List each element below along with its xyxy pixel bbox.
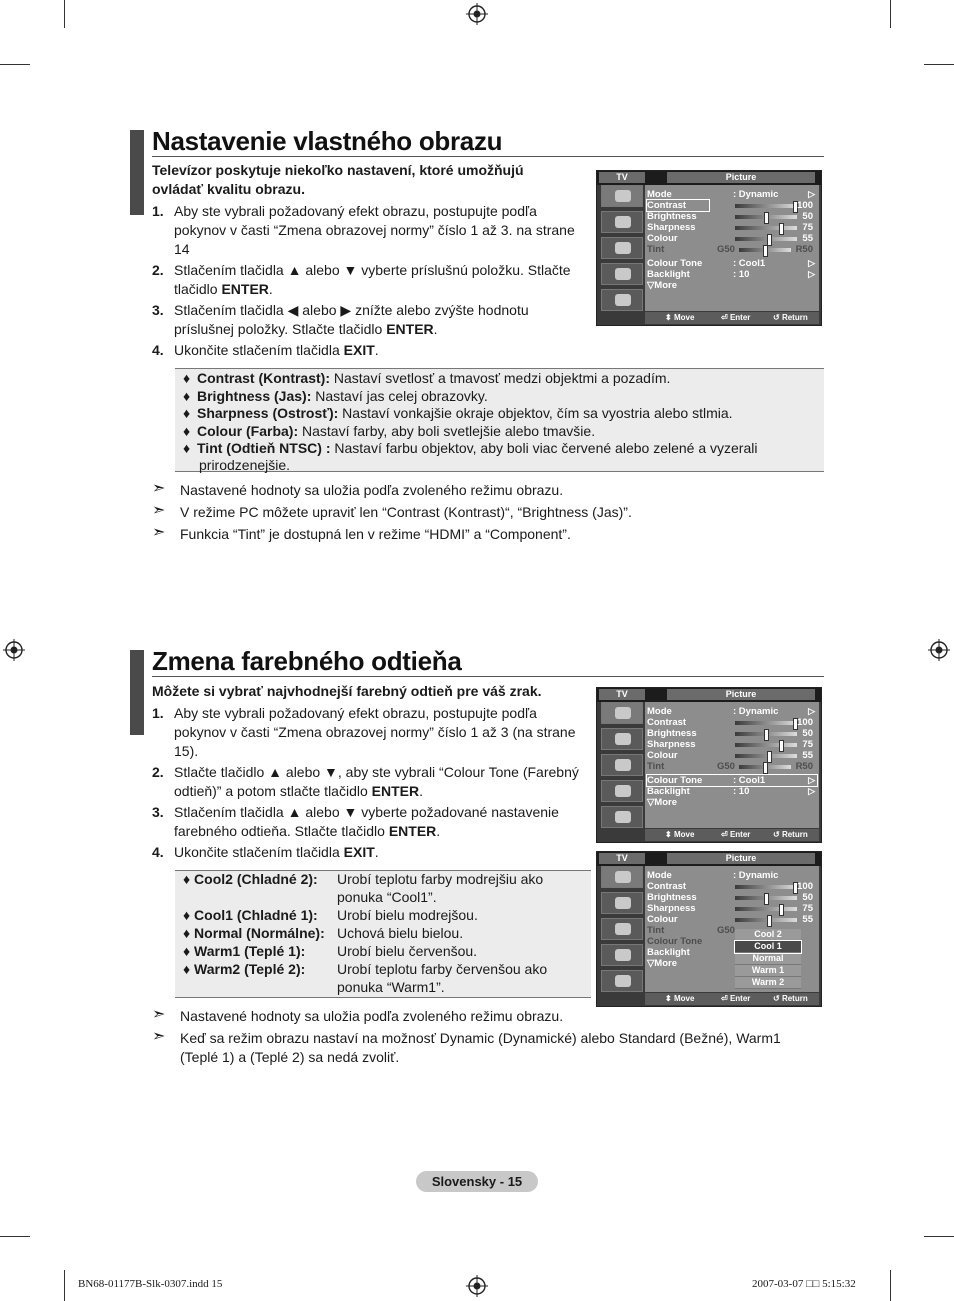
move-hint: ⬍ Move [665, 313, 695, 322]
osd-menu-panel [645, 866, 819, 992]
enter-hint: ⏎ Enter [721, 994, 751, 1003]
registration-mark-icon [3, 639, 25, 661]
tone-option-selected[interactable]: Cool 1 [735, 941, 801, 953]
step-item: 4. Ukončite stlačením tlačidla EXIT. [152, 844, 379, 860]
osd-row-backlight[interactable]: Backlight : 10 ▷ [647, 269, 815, 280]
tone-option[interactable]: Cool 2 [735, 929, 801, 941]
osd-row-more[interactable]: ▽More [647, 280, 678, 291]
note-arrow-icon: ➣ [152, 480, 166, 497]
osd-footer [645, 829, 819, 841]
enter-hint: ⏎ Enter [721, 313, 751, 322]
osd-row-backlight[interactable]: Backlight [647, 947, 690, 958]
picture-icon [601, 866, 643, 888]
footer-file-name: BN68-01177B-Slk-0307.indd 15 [78, 1278, 223, 1290]
note-arrow-icon: ➣ [152, 502, 166, 519]
osd-row-brightness[interactable]: Brightness 50 [647, 728, 813, 739]
osd-row-contrast[interactable]: Contrast 100 [647, 717, 813, 728]
osd-row-contrast[interactable]: Contrast 100 [647, 881, 813, 892]
info-item: ♦ Brightness (Jas): Nastaví jas celej obrazovky. [183, 387, 488, 404]
osd-row-tint[interactable]: Tint G50 R50 [647, 761, 813, 772]
note-arrow-icon: ➣ [152, 1028, 166, 1045]
section-title: Zmena farebného odtieňa [152, 646, 462, 676]
note-item: ➣ Nastavené hodnoty sa uložia podľa zvoleného režimu obrazu. [152, 1006, 564, 1024]
tv-osd-colour-tone-menu [596, 851, 822, 1007]
osd-footer [645, 312, 819, 324]
setup-icon [601, 780, 643, 802]
notes-list [152, 481, 812, 547]
step-item: 3. Stlačením tlačidla ◀ alebo ▶ znížte alebo zvýšte hodnotu príslušnej položky. Stlačte tlačidlo ENTER. [152, 302, 529, 337]
input-icon [601, 289, 643, 311]
tone-option[interactable]: Warm 2 [735, 977, 801, 989]
osd-tv-tab: TV [599, 853, 645, 864]
return-hint: ↺ Return [773, 994, 808, 1003]
osd-row-more[interactable]: ▽More [647, 958, 678, 969]
footer-timestamp: 2007-03-07 □□ 5:15:32 [752, 1278, 856, 1290]
step-item: 1. Aby ste vybrali požadovaný efekt obrazu, postupujte podľa pokynov v časti “Zmena obrazovej normy” číslo 1 až 3 (na strane 15). [152, 705, 576, 759]
osd-title: Picture [667, 172, 815, 183]
osd-row-mode[interactable]: Mode : Dynamic ▷ [647, 189, 815, 200]
note-item: ➣ Funkcia “Tint” je dostupná len v režime “HDMI” a “Component”. [152, 524, 571, 542]
sound-icon [601, 728, 643, 750]
step-item: 1. Aby ste vybrali požadovaný efekt obrazu, postupujte podľa pokynov v časti “Zmena obrazovej normy” číslo 1 až 3. na strane 14 [152, 203, 575, 257]
info-item: ♦ Tint (Odtieň NTSC) : Nastaví farbu objektov, aby boli viac červené alebo zelené a vyzerali [183, 440, 758, 456]
osd-title: Picture [667, 689, 815, 700]
registration-mark-icon [466, 1275, 488, 1297]
info-item: ♦ Contrast (Kontrast): Nastaví svetlosť a tmavosť medzi objektmi a pozadím. [183, 370, 671, 386]
osd-row-colour-tone[interactable]: Colour Tone : Cool1 ▷ [647, 775, 815, 786]
enter-hint: ⏎ Enter [721, 830, 751, 839]
osd-row-colour[interactable]: Colour 55 [647, 233, 813, 244]
crop-mark [0, 1236, 30, 1237]
channel-icon [601, 918, 643, 940]
section-intro: Môžete si vybrať najvhodnejší farebný odtieň pre váš zrak. [152, 683, 542, 699]
channel-icon [601, 237, 643, 259]
section-rule [152, 156, 824, 157]
osd-row-contrast[interactable]: Contrast [647, 200, 709, 211]
notes-list [152, 1007, 812, 1070]
osd-row-colour-tone[interactable]: Colour Tone [647, 936, 703, 947]
osd-row-mode[interactable]: Mode : Dynamic ▷ [647, 706, 815, 717]
section-marker-bar [130, 130, 144, 215]
section-intro: Televízor poskytuje niekoľko nastavení, ktoré umožňujú ovládať kvalitu obrazu. [152, 162, 524, 197]
osd-tv-tab: TV [599, 689, 645, 700]
channel-icon [601, 754, 643, 776]
osd-row-mode[interactable]: Mode : Dynamic [647, 870, 779, 881]
sound-icon [601, 892, 643, 914]
contrast-slider[interactable] [735, 204, 797, 208]
crop-mark [0, 64, 30, 65]
setup-icon [601, 263, 643, 285]
tv-osd-picture-menu [596, 687, 822, 843]
osd-row-colour[interactable]: Colour 55 [647, 914, 813, 925]
colour-tone-dropdown[interactable] [735, 929, 801, 989]
setup-icon [601, 944, 643, 966]
colour-tone-table: ♦ Cool2 (Chladné 2): Urobí teplotu farby modrejšiu ako ponuka “Cool1”. ♦ Cool1 (Chladné 1): Urobí bielu modrejšou. ♦ Normal (Normálne): Uchová bielu bielou. ♦ Warm1 (Teplé 1): Urobí bielu červenšou. ♦ Warm2 (Teplé 2): Urobí teplotu farby červenšou ako ponuka “Warm1”. [175, 870, 591, 998]
picture-icon [601, 702, 643, 724]
osd-tv-tab: TV [599, 172, 645, 183]
input-icon [601, 806, 643, 828]
osd-row-sharpness[interactable]: Sharpness 75 [647, 903, 813, 914]
crop-mark [64, 1270, 65, 1301]
return-hint: ↺ Return [773, 830, 808, 839]
note-arrow-icon: ➣ [152, 1006, 166, 1023]
note-arrow-icon: ➣ [152, 524, 166, 541]
step-item: 3. Stlačením tlačidla ▲ alebo ▼ vyberte požadované nastavenie farebného odtieňa. Stlačte tlačidlo ENTER. [152, 804, 559, 839]
page-number-label: Slovensky - 15 [416, 1171, 538, 1192]
step-list [152, 202, 582, 362]
step-item: 4. Ukončite stlačením tlačidla EXIT. [152, 342, 379, 358]
osd-row-sharpness[interactable]: Sharpness 75 [647, 222, 813, 233]
feature-info-box [175, 368, 824, 472]
osd-row-brightness[interactable]: Brightness 50 [647, 892, 813, 903]
crop-mark [890, 1270, 891, 1301]
osd-title: Picture [667, 853, 815, 864]
crop-mark [924, 64, 954, 65]
tone-option[interactable]: Warm 1 [735, 965, 801, 977]
osd-menu-panel [645, 702, 819, 828]
move-hint: ⬍ Move [665, 830, 695, 839]
section-title: Nastavenie vlastného obrazu [152, 126, 503, 156]
crop-mark [890, 0, 891, 28]
info-item: ♦ Sharpness (Ostrosť): Nastaví vonkajšie okraje objektov, čím sa vyostria alebo stlmia. [183, 405, 733, 421]
crop-mark [64, 0, 65, 28]
osd-row-colour[interactable]: Colour 55 [647, 750, 813, 761]
input-icon [601, 970, 643, 992]
tone-option[interactable]: Normal [735, 953, 801, 965]
note-item: ➣ Keď sa režim obrazu nastaví na možnosť Dynamic (Dynamické) alebo Standard (Bežné), Warm1 (Teplé 1) a (Teplé 2) sa nedá zvoliť. [152, 1028, 781, 1065]
tv-osd-picture-menu [596, 170, 822, 326]
osd-row-tint[interactable]: Tint G50 R50 [647, 244, 813, 255]
osd-footer [645, 993, 819, 1005]
osd-row-tint[interactable]: Tint G50 [647, 925, 735, 936]
osd-row-colour-tone[interactable]: Colour Tone : Cool1 ▷ [647, 258, 815, 269]
osd-row-brightness[interactable]: Brightness 50 [647, 211, 813, 222]
section-rule [152, 676, 824, 677]
registration-mark-icon [466, 3, 488, 25]
return-hint: ↺ Return [773, 313, 808, 322]
step-item: 2. Stlačte tlačidlo ▲ alebo ▼, aby ste vybrali “Colour Tone (Farebný odtieň)” a potom stlačte tlačidlo ENTER. [152, 764, 579, 799]
step-item: 2. Stlačením tlačidla ▲ alebo ▼ vyberte príslušnú položku. Stlačte tlačidlo ENTER. [152, 262, 571, 297]
move-hint: ⬍ Move [665, 994, 695, 1003]
note-item: ➣ V režime PC môžete upraviť len “Contrast (Kontrast)“, “Brightness (Jas)”. [152, 502, 632, 520]
osd-row-sharpness[interactable]: Sharpness 75 [647, 739, 813, 750]
osd-menu-panel: Mode : Dynamic ▷ Contrast 100 Brightness 50 Sharpness 75 Colour 55 Tint G50 R50 Colour Tone : Cool1 ▷ Backlight : 10 ▷ ▽More [645, 185, 819, 311]
picture-icon [601, 185, 643, 207]
osd-row-more[interactable]: ▽More [647, 797, 678, 808]
info-item-continuation: prirodzenejšie. [199, 456, 291, 473]
sound-icon [601, 211, 643, 233]
crop-mark [924, 1236, 954, 1237]
registration-mark-icon [928, 639, 950, 661]
info-item: ♦ Colour (Farba): Nastaví farby, aby boli svetlejšie alebo tmavšie. [183, 422, 596, 439]
section-marker-bar [130, 650, 144, 735]
note-item: ➣ Nastavené hodnoty sa uložia podľa zvoleného režimu obrazu. [152, 480, 564, 498]
step-list [152, 704, 590, 864]
osd-row-backlight[interactable]: Backlight : 10 ▷ [647, 786, 815, 797]
